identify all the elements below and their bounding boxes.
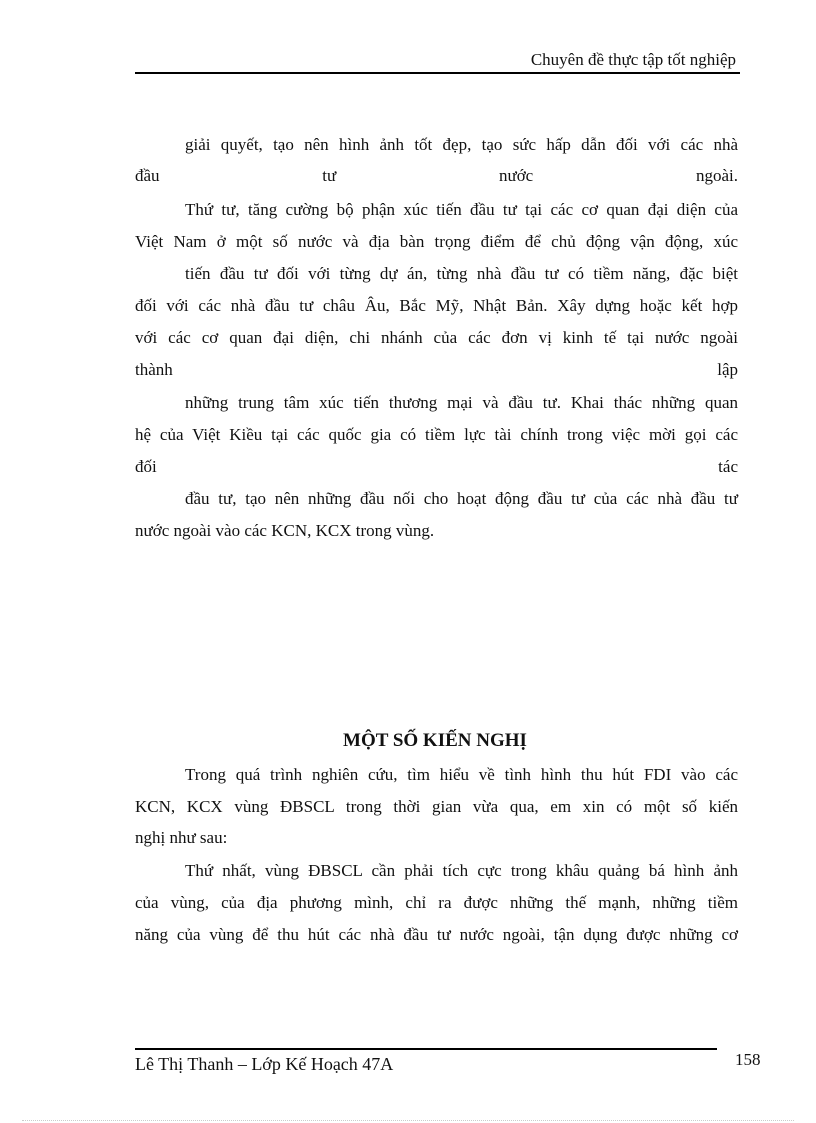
page-border [22,1120,794,1121]
body-line: giải quyết, tạo nên hình ảnh tốt đẹp, tạo sức hấp dẫn đối với các nhà [185,135,738,154]
section-line: KCN, KCX vùng ĐBSCL trong thời gian vừa qua, em xin có một số kiến [135,797,738,816]
body-line: Thứ tư, tăng cường bộ phận xúc tiến đầu tư tại các cơ quan đại diện của [185,200,738,219]
body-line: với các cơ quan đại diện, chi nhánh của các đơn vị kinh tế tại nước ngoài [135,328,738,347]
header-rule [135,72,740,74]
body-line: hệ của Việt Kiều tại các quốc gia có tiềm lực tài chính trong việc mời gọi các [135,425,738,444]
body-line: những trung tâm xúc tiến thương mại và đầu tư. Khai thác những quan [185,393,738,412]
running-header: Chuyên đề thực tập tốt nghiệp [530,50,736,69]
body-line: nước ngoài vào các KCN, KCX trong vùng. [135,521,435,540]
body-line: đối với các nhà đầu tư châu Âu, Bắc Mỹ, Nhật Bản. Xây dựng hoặc kết hợp [135,296,738,315]
body-line: Việt Nam ở một số nước và địa bàn trọng điểm để chủ động vận động, xúc [135,232,738,251]
body-line: thành lập [135,360,738,379]
footer-author: Lê Thị Thanh – Lớp Kế Hoạch 47A [135,1054,394,1074]
section-line: năng của vùng để thu hút các nhà đầu tư nước ngoài, tận dụng được những cơ [135,925,738,944]
body-line: tiến đầu tư đối với từng dự án, từng nhà đầu tư có tiềm năng, đặc biệt [185,264,738,283]
section-line: Trong quá trình nghiên cứu, tìm hiểu về tình hình thu hút FDI vào các [185,765,738,784]
section-line: của vùng, của địa phương mình, chỉ ra được những thế mạnh, những tiềm [135,893,738,912]
body-line: đầu tư nước ngoài. [135,166,738,185]
section-line: nghị như sau: [135,828,228,847]
page-number: 158 [735,1050,761,1069]
section-line: Thứ nhất, vùng ĐBSCL cần phải tích cực trong khâu quảng bá hình ảnh [185,861,738,880]
body-line: đối tác [135,457,738,476]
body-line: đầu tư, tạo nên những đầu nối cho hoạt động đầu tư của các nhà đầu tư [185,489,738,508]
section-heading: MỘT SỐ KIẾN NGHỊ [343,730,527,751]
footer-rule [135,1048,717,1050]
